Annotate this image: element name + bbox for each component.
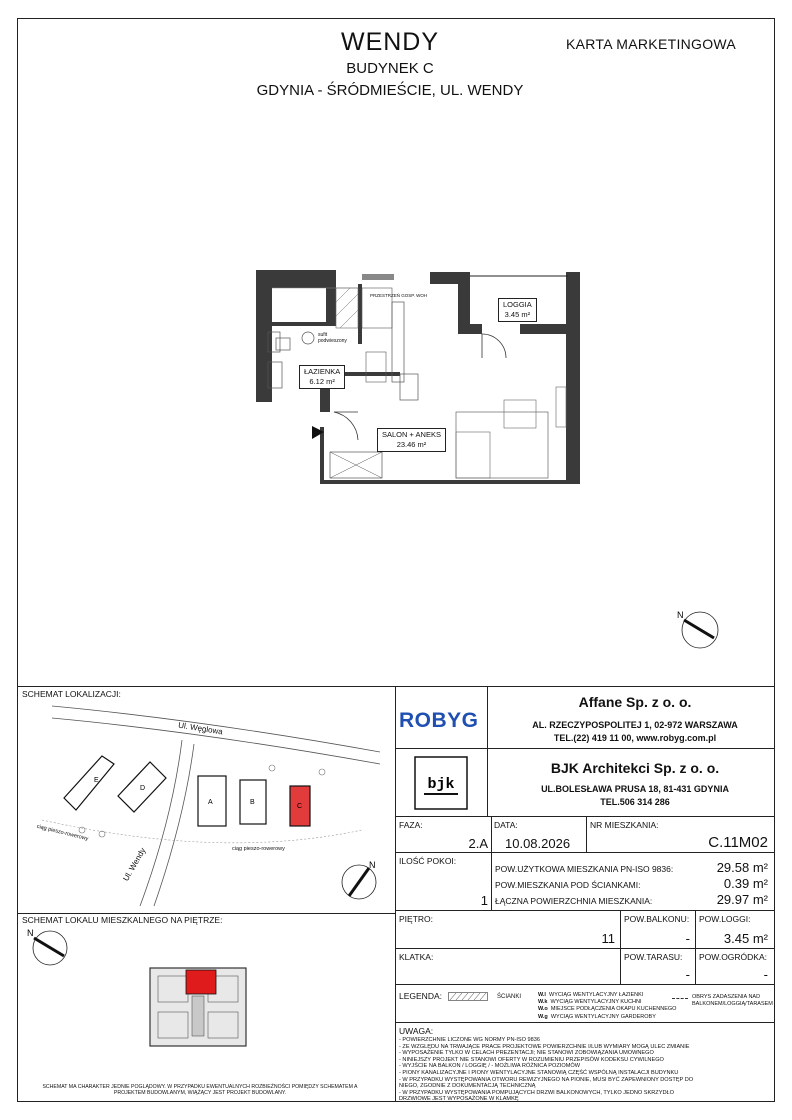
uwagi-line: - W PRZYPADKU WYSTĘPOWANIA POMPUJĄCYCH DRZWI BALKONOWYCH, TYLKO JEDNO SKRZYDŁO DRZWIOWE JEST WYPOSAŻONE W KLAMKĘ xyxy=(399,1089,674,1103)
ceiling-note: sufit podwieszony xyxy=(318,332,347,344)
room-name: LOGGIA xyxy=(503,300,532,309)
loggia-label: POW.LOGGI: xyxy=(699,914,751,924)
building-name: BUDYNEK C xyxy=(346,60,434,77)
pow-scianki-label: POW.MIESZKANIA POD ŚCIANKAMI: xyxy=(495,880,641,890)
room-name: SALON + ANEKS xyxy=(382,430,441,439)
legend-text: MIEJSCE PODŁĄCZENIA OKAPU KUCHENNEGO xyxy=(550,1006,677,1013)
uwagi-title: UWAGA: xyxy=(399,1026,434,1036)
developer-address: AL. RZECZYPOSPOLITEJ 1, 02-972 WARSZAWA xyxy=(532,720,738,730)
legend-code: W.o xyxy=(538,1006,548,1013)
legend-text: WYCIĄG WENTYLACYJNY ŁAZIENKI xyxy=(549,992,644,998)
legend-scianki: ŚCIANKI xyxy=(497,994,522,1000)
storage-note: PRZESTRZEŃ GOSP. WOH xyxy=(370,293,428,298)
path-label-2: ciąg pieszo-rowerowy xyxy=(232,846,285,852)
floor-scheme-disclaimer: SCHEMAT MA CHARAKTER JEDNIE POGLĄDOWY. W PRZYPADKU EWENTUALNYCH ROZBIEŻNOŚCI POMIĘDZY SCHEMATEM A PROJEKTEM BUDOWLANYM, WIĄŻĄCY JEST PROJEKT BUDOWLANY. xyxy=(42,1084,358,1097)
north-arrow-icon xyxy=(26,926,72,972)
pow-uzytkowa-value: 29.58 m² xyxy=(716,860,768,875)
location-name: GDYNIA - ŚRÓDMIEŚCIE, UL. WENDY xyxy=(256,82,524,99)
developer-name: Affane Sp. z o. o. xyxy=(578,694,692,710)
svg-text:bjk: bjk xyxy=(427,776,455,793)
pow-laczna-value: 29.97 m² xyxy=(716,892,768,907)
pow-scianki-value: 0.39 m² xyxy=(723,876,768,891)
nr-value: C.11M02 xyxy=(708,834,768,851)
architect-contact: TEL.506 314 286 xyxy=(600,797,670,807)
pow-laczna-label: ŁĄCZNA POWIERZCHNIA MIESZKANIA: xyxy=(495,896,653,906)
legend-code: W.l xyxy=(538,992,546,998)
building-label-e: E xyxy=(94,777,99,784)
building-label-c: C xyxy=(297,803,303,810)
faza-label: FAZA: xyxy=(399,820,423,830)
svg-text:N: N xyxy=(369,860,376,870)
uwagi-line: - WYPOSAŻENIE TYLKO W CELACH PREZENTACJI; NIE STANOWI ZOBOWIĄZANIA UMOWNEGO xyxy=(399,1050,654,1057)
taras-value: - xyxy=(685,967,690,982)
uwagi-line: - W PRZYPADKU WYSTĘPOWANIA OTWORU REWIZYJNEGO NA PIONIE, MUSI BYĆ ZAPEWNIONY DOSTĘP DO NIEGO, ZGODNIE Z DOKUMENTACJĄ TECHNICZNĄ xyxy=(399,1076,694,1090)
legend-code: W.g xyxy=(538,1013,548,1020)
balkon-label: POW.BALKONU: xyxy=(624,914,690,924)
room-name: ŁAZIENKA xyxy=(304,367,341,376)
data-label: DATA: xyxy=(494,820,518,830)
pietro-value: 11 xyxy=(601,931,615,946)
ogrodek-value: - xyxy=(763,967,768,982)
architect-name: BJK Architekci Sp. z o. o. xyxy=(550,760,720,776)
floor-scheme-plan xyxy=(148,966,248,1048)
developer-contact: TEL.(22) 419 11 00, www.robyg.com.pl xyxy=(553,733,717,743)
pietro-label: PIĘTRO: xyxy=(399,914,434,924)
location-scheme-title: SCHEMAT LOKALIZACJI: xyxy=(22,689,121,699)
room-area: 6.12 m² xyxy=(309,377,335,386)
svg-text:ROBYG: ROBYG xyxy=(399,709,479,732)
architect-address: UL.BOLESŁAWA PRUSA 18, 81-431 GDYNIA xyxy=(541,784,729,794)
uwagi-line: - PIONY KANALIZACYJNE I PIONY WENTYLACYJNE STANOWIĄ CZĘŚĆ WSPÓLNĄ INSTALACJI BUDYNKU xyxy=(399,1069,679,1076)
legend-code: W.k xyxy=(538,999,548,1006)
klatka-label: KLATKA: xyxy=(399,952,434,962)
nr-label: NR MIESZKANIA: xyxy=(590,820,659,830)
legend-text: WYCIĄG WENTYLACYJNY KUCHNI xyxy=(550,999,642,1006)
legend-text: WYCIĄG WENTYLACYJNY GARDEROBY xyxy=(550,1013,656,1020)
hatch-legend-icon xyxy=(448,992,488,1001)
uwagi-list xyxy=(399,1037,699,1103)
taras-label: POW.TARASU: xyxy=(624,952,683,962)
balkon-value: - xyxy=(685,931,690,946)
card-type: KARTA MARKETINGOWA xyxy=(566,36,737,52)
legend-obrys: OBRYS ZADASZENIA NAD BALKONEM/LOGGIĄ/TARASEM xyxy=(692,994,773,1007)
room-label-loggia xyxy=(498,298,537,322)
pokoje-value: 1 xyxy=(480,893,488,908)
path-label-1: ciąg pieszo-rowerowy xyxy=(36,823,89,843)
building-label-a: A xyxy=(208,799,213,806)
room-area: 3.45 m² xyxy=(504,310,531,319)
legend-ventilation xyxy=(538,992,676,1021)
legend-title: LEGENDA: xyxy=(399,991,442,1001)
pokoje-label: ILOŚĆ POKOI: xyxy=(399,856,457,866)
uwagi-line: - WYJŚCIE NA BALKON / LOGGIĘ / - MOŻLIWA RÓŻNICA POZIOMÓW xyxy=(399,1063,580,1070)
street-label-wendy: Ul. Wendy xyxy=(121,846,148,883)
svg-text:N: N xyxy=(677,610,684,620)
obrys-legend-icon xyxy=(672,998,688,999)
building-label-d: D xyxy=(140,785,146,792)
bjk-logo-icon xyxy=(414,756,468,810)
uwagi-line: - POWIERZCHNIE LICZONE WG NORMY PN-ISO 9836 xyxy=(399,1037,541,1043)
uwagi-line: - NINIEJSZY PROJEKT NIE STANOWI OFERTY W ROZUMIENIU PRZEPISÓW KODEKSU CYWILNEGO xyxy=(399,1056,664,1063)
loggia-value: 3.45 m² xyxy=(723,931,768,946)
floor-scheme-title: SCHEMAT LOKALU MIESZKALNEGO NA PIĘTRZE: xyxy=(22,915,223,925)
room-area: 23.46 m² xyxy=(396,440,427,449)
svg-text:N: N xyxy=(27,928,34,938)
pow-uzytkowa-label: POW.UŻYTKOWA MIESZKANIA PN-ISO 9836: xyxy=(495,864,674,874)
robyg-logo-icon xyxy=(398,702,486,736)
ogrodek-label: POW.OGRÓDKA: xyxy=(699,952,768,962)
building-label-b: B xyxy=(250,799,255,806)
project-title: WENDY xyxy=(340,28,440,56)
room-label-salon xyxy=(377,428,446,452)
faza-value: 2.A xyxy=(468,836,488,851)
street-label-weglowa: Ul. Węglowa xyxy=(177,720,224,737)
north-arrow-icon xyxy=(337,858,383,904)
room-label-lazienka xyxy=(299,365,345,389)
uwagi-line: - ZE WZGLĘDU NA TRWAJĄCE PRACE PROJEKTOWE POWIERZCHNIE I/LUB WYMIARY MOGĄ ULEC ZMIANIE xyxy=(399,1043,690,1050)
north-arrow-icon xyxy=(676,606,722,652)
data-value: 10.08.2026 xyxy=(505,836,571,851)
